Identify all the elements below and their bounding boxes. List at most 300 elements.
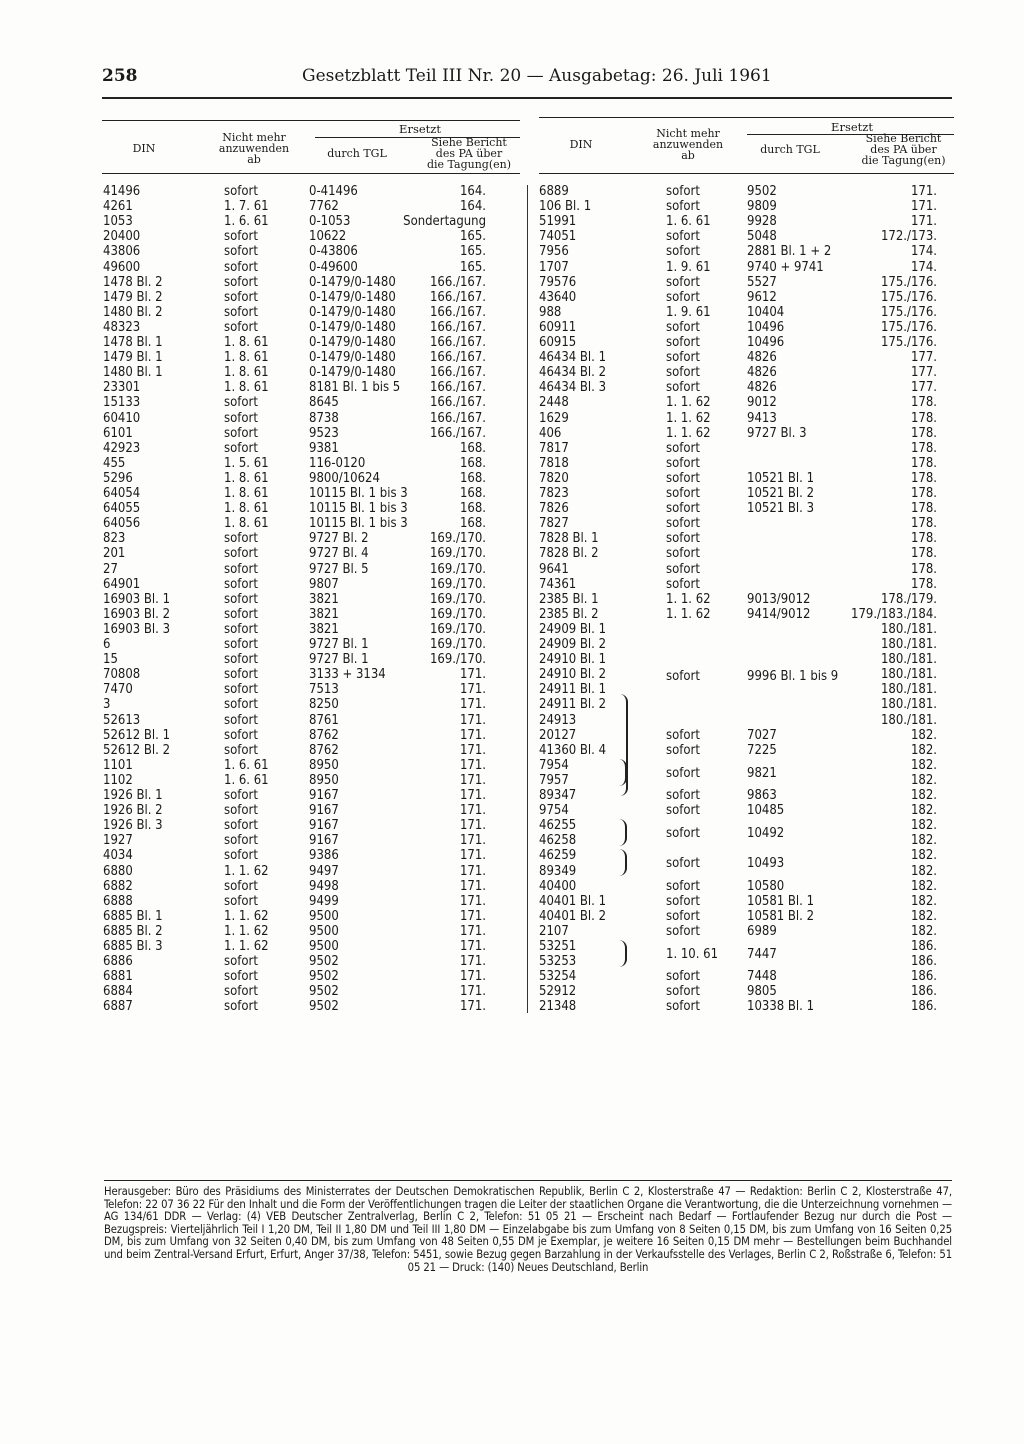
table-row (100, 607, 520, 622)
table-row (537, 909, 954, 924)
bericht-cell: 178. (910, 576, 937, 592)
bericht-cell: 171. (459, 697, 486, 713)
bericht-cell: 178. (910, 531, 937, 547)
din-cell: 7828 Bl. 2 (539, 546, 599, 562)
tgl-cell: 0-1479/0-1480 (309, 350, 396, 366)
tgl-cell: 9500 (309, 923, 339, 939)
din-cell: 24909 Bl. 1 (539, 621, 607, 637)
tgl-cell: 8950 (309, 772, 339, 788)
ab-cell: sofort (666, 546, 700, 562)
din-cell: 1479 Bl. 2 (103, 289, 163, 305)
table-row (100, 999, 520, 1014)
col-header-nicht-mehr-1: Nicht mehr (222, 131, 286, 144)
din-cell: 24911 Bl. 1 (539, 682, 607, 698)
tgl-cell: 9727 Bl. 3 (747, 425, 807, 441)
ab-cell: 1. 8. 61 (224, 470, 269, 486)
table-row (100, 214, 520, 229)
ab-cell: sofort (224, 395, 258, 411)
tgl-cell: 9500 (309, 908, 339, 924)
table-row (537, 592, 954, 607)
ab-cell: sofort (224, 274, 258, 290)
ab-cell: sofort (224, 848, 258, 864)
din-cell: 52912 (539, 984, 577, 1000)
din-cell: 1926 Bl. 1 (103, 788, 163, 803)
table-row (100, 833, 520, 848)
bericht-cell: 169./170. (429, 531, 486, 547)
table-row (100, 803, 520, 818)
tgl-cell: 7762 (309, 199, 339, 215)
tgl-cell: 0-1479/0-1480 (309, 319, 396, 335)
tgl-cell: 2881 Bl. 1 + 2 (747, 244, 832, 260)
din-cell: 24910 Bl. 2 (539, 667, 607, 683)
tgl-cell: 8950 (309, 757, 339, 773)
ab-cell: sofort (224, 259, 258, 275)
braced-ab: sofort (666, 826, 700, 841)
table-row (537, 924, 954, 939)
table-row (537, 350, 954, 365)
bericht-cell: 169./170. (429, 606, 486, 622)
bericht-cell: 166./167. (429, 425, 486, 441)
table-row (537, 184, 954, 199)
din-cell: 40401 Bl. 1 (539, 893, 607, 909)
din-cell: 24909 Bl. 2 (539, 637, 607, 652)
tgl-cell: 9807 (309, 576, 339, 592)
tgl-cell: 9800/10624 (309, 470, 380, 486)
din-cell: 1102 (103, 772, 133, 788)
tgl-cell: 9727 Bl. 1 (309, 652, 369, 668)
tgl-cell: 8762 (309, 727, 339, 743)
bericht-cell: 171. (459, 757, 486, 773)
bericht-cell: 182. (910, 727, 937, 743)
bericht-cell: 182. (910, 742, 937, 758)
din-cell: 89349 (539, 863, 577, 879)
din-cell: 988 (539, 304, 562, 320)
tgl-cell: 4826 (747, 350, 777, 366)
ab-cell: sofort (666, 350, 700, 366)
din-cell: 1707 (539, 259, 569, 275)
din-cell: 7470 (103, 682, 133, 698)
din-cell: 6889 (539, 184, 569, 199)
ab-cell: 1. 6. 61 (224, 772, 269, 788)
tgl-cell: 116-0120 (309, 455, 366, 471)
din-cell: 15133 (103, 395, 141, 411)
bericht-cell: 180./181. (880, 682, 937, 698)
din-cell: 64901 (103, 576, 141, 592)
ab-cell: sofort (224, 184, 258, 199)
tgl-cell: 8738 (309, 410, 339, 426)
header-rule (102, 97, 952, 99)
tgl-cell: 7225 (747, 742, 777, 758)
din-cell: 455 (103, 455, 126, 471)
col-header-nicht-mehr-3: ab (681, 149, 695, 162)
bericht-cell: 178. (910, 440, 937, 456)
bericht-cell: 171. (910, 199, 937, 215)
din-cell: 46434 Bl. 3 (539, 380, 607, 396)
ab-cell: 1. 6. 61 (666, 214, 711, 230)
din-cell: 6 (103, 637, 111, 652)
ab-cell: sofort (224, 742, 258, 758)
table-row (537, 864, 954, 879)
table-row (537, 471, 954, 486)
table-row (537, 667, 954, 682)
table-row (100, 199, 520, 214)
din-cell: 7826 (539, 501, 569, 517)
tgl-cell: 9500 (309, 939, 339, 954)
bericht-cell: 171. (459, 667, 486, 683)
din-cell: 6881 (103, 969, 133, 985)
table-row (537, 380, 954, 395)
ab-cell: sofort (666, 455, 700, 471)
table-row (100, 335, 520, 350)
ab-cell: sofort (666, 893, 700, 909)
tgl-cell: 6989 (747, 923, 777, 939)
ab-cell: sofort (224, 833, 258, 849)
table-row (537, 894, 954, 909)
col-header-nicht-mehr-3: ab (247, 153, 261, 166)
din-cell: 7818 (539, 455, 569, 471)
table-row (537, 456, 954, 471)
tgl-cell: 10404 (747, 304, 785, 320)
braced-ab: 1. 10. 61 (666, 947, 719, 962)
din-cell: 7817 (539, 440, 569, 456)
ab-cell: 1. 7. 61 (224, 199, 269, 215)
bericht-cell: 182. (910, 803, 937, 819)
table-row (537, 562, 954, 577)
ab-cell: sofort (666, 803, 700, 819)
tgl-cell: 10115 Bl. 1 bis 3 (309, 516, 408, 532)
tgl-cell: 0-49600 (309, 259, 358, 275)
col-header-siehe-3: die Tagung(en) (861, 154, 946, 167)
din-cell: 53253 (539, 954, 577, 970)
tgl-cell: 10115 Bl. 1 bis 3 (309, 501, 408, 517)
bericht-cell: 171. (459, 969, 486, 985)
ab-cell: 1. 1. 62 (666, 425, 711, 441)
page-header (102, 66, 952, 96)
tgl-cell: 9928 (747, 214, 777, 230)
tgl-cell: 10115 Bl. 1 bis 3 (309, 486, 408, 501)
ab-cell: sofort (224, 410, 258, 426)
ab-cell: sofort (666, 380, 700, 396)
tgl-cell: 9502 (309, 984, 339, 1000)
table-row (100, 954, 520, 969)
bericht-cell: 178./179. (880, 591, 937, 607)
table-row (100, 637, 520, 652)
ab-cell: sofort (224, 244, 258, 260)
table-row (537, 833, 954, 848)
ab-cell: sofort (666, 878, 700, 894)
tgl-cell: 7448 (747, 969, 777, 985)
table-row (100, 380, 520, 395)
tgl-cell: 9167 (309, 788, 339, 803)
tgl-cell: 9498 (309, 878, 339, 894)
din-cell: 1926 Bl. 3 (103, 818, 163, 834)
tgl-cell: 9502 (309, 954, 339, 970)
table-row (100, 743, 520, 758)
ab-cell: sofort (224, 727, 258, 743)
bericht-cell: 180./181. (880, 697, 937, 713)
table-row (100, 773, 520, 788)
ab-cell: sofort (666, 531, 700, 547)
bericht-cell: 178. (910, 561, 937, 577)
table-row (100, 622, 520, 637)
din-cell: 106 Bl. 1 (539, 199, 592, 215)
table-row (100, 969, 520, 984)
din-cell: 3 (103, 697, 111, 713)
bericht-cell: 180./181. (880, 667, 937, 683)
table-row (537, 803, 954, 818)
bericht-cell: 169./170. (429, 652, 486, 668)
din-cell: 6880 (103, 863, 133, 879)
bericht-cell: 178. (910, 455, 937, 471)
tgl-cell: 7027 (747, 727, 777, 743)
table-row (537, 426, 954, 441)
bericht-cell: 171. (459, 999, 486, 1015)
table-row (537, 622, 954, 637)
din-cell: 1480 Bl. 2 (103, 304, 163, 320)
ab-cell: sofort (666, 501, 700, 517)
din-cell: 48323 (103, 319, 141, 335)
din-cell: 1101 (103, 757, 133, 773)
din-cell: 6887 (103, 999, 133, 1015)
bericht-cell: 182. (910, 757, 937, 773)
col-header-siehe-1: Siehe Bericht (865, 132, 942, 145)
bericht-cell: 180./181. (880, 652, 937, 668)
braced-ab: sofort (666, 669, 700, 684)
ab-cell: sofort (224, 440, 258, 456)
din-cell: 7954 (539, 757, 569, 773)
table-row (100, 305, 520, 320)
braced-tgl: 7447 (747, 947, 777, 962)
ab-cell: 1. 9. 61 (666, 304, 711, 320)
tgl-cell: 9167 (309, 803, 339, 819)
page-number: 258 (102, 66, 138, 86)
tgl-cell: 9167 (309, 833, 339, 849)
ab-cell: sofort (224, 652, 258, 668)
ab-cell: 1. 6. 61 (224, 757, 269, 773)
table-header-rule (539, 173, 954, 174)
tgl-cell: 9727 Bl. 5 (309, 561, 369, 577)
bericht-cell: 179./183./184. (851, 606, 937, 622)
ab-cell: sofort (666, 365, 700, 381)
bericht-cell: 169./170. (429, 621, 486, 637)
table-row (100, 697, 520, 712)
bericht-cell: 169./170. (429, 637, 486, 652)
bericht-cell: 171. (459, 923, 486, 939)
ab-cell: sofort (224, 637, 258, 652)
tgl-cell: 4826 (747, 380, 777, 396)
table-row (100, 788, 520, 803)
ab-cell: sofort (224, 591, 258, 607)
bericht-cell: 175./176. (880, 319, 937, 335)
din-cell: 52612 Bl. 2 (103, 742, 171, 758)
ab-cell: sofort (666, 516, 700, 532)
ab-cell: sofort (224, 984, 258, 1000)
tgl-cell: 9381 (309, 440, 339, 456)
bericht-cell: 164. (459, 199, 486, 215)
ab-cell: sofort (224, 878, 258, 894)
din-cell: 20127 (539, 727, 577, 743)
bericht-cell: 177. (910, 350, 937, 366)
ab-cell: sofort (666, 486, 700, 501)
din-cell: 41360 Bl. 4 (539, 742, 607, 758)
din-cell: 21348 (539, 999, 577, 1015)
ab-cell: sofort (666, 923, 700, 939)
table-row (100, 244, 520, 259)
table-row (100, 516, 520, 531)
table-row (537, 682, 954, 697)
din-cell: 23301 (103, 380, 141, 396)
bericht-cell: 182. (910, 923, 937, 939)
bericht-cell: 186. (910, 984, 937, 1000)
ab-cell: sofort (224, 606, 258, 622)
ab-cell: 1. 8. 61 (224, 516, 269, 532)
ab-cell: sofort (224, 576, 258, 592)
tgl-cell: 10521 Bl. 1 (747, 470, 815, 486)
table-row (537, 199, 954, 214)
ab-cell: sofort (666, 984, 700, 1000)
col-header-siehe-3: die Tagung(en) (426, 158, 512, 171)
bericht-cell: 171. (910, 184, 937, 199)
table-row (537, 395, 954, 410)
bericht-cell: 168. (459, 486, 486, 501)
tgl-cell: 0-1053 (309, 214, 351, 230)
din-cell: 41496 (103, 184, 141, 199)
bericht-cell: 164. (459, 184, 486, 199)
bericht-cell: 171. (459, 908, 486, 924)
bericht-cell: 178. (910, 501, 937, 517)
tgl-cell: 9805 (747, 984, 777, 1000)
braced-ab: sofort (666, 766, 700, 781)
din-cell: 53251 (539, 939, 577, 954)
tgl-cell: 8761 (309, 712, 339, 728)
table-row (100, 577, 520, 592)
bericht-cell: 177. (910, 365, 937, 381)
ab-cell: sofort (224, 697, 258, 713)
table-row (537, 939, 954, 954)
table-row (100, 592, 520, 607)
bericht-cell: 175./176. (880, 274, 937, 290)
ab-cell: 1. 1. 62 (666, 591, 711, 607)
din-cell: 4261 (103, 199, 133, 215)
bericht-cell: 186. (910, 969, 937, 985)
tgl-cell: 0-41496 (309, 184, 358, 199)
din-cell: 70808 (103, 667, 141, 683)
bericht-cell: 171. (459, 712, 486, 728)
table-row (537, 743, 954, 758)
ab-cell: sofort (224, 803, 258, 819)
table-row (537, 441, 954, 456)
din-cell: 7827 (539, 516, 569, 532)
din-cell: 6888 (103, 893, 133, 909)
bericht-cell: 186. (910, 954, 937, 970)
ab-cell: sofort (224, 969, 258, 985)
table-row (537, 788, 954, 803)
col-header-durch-tgl: durch TGL (760, 143, 820, 156)
ab-cell: sofort (666, 999, 700, 1015)
din-cell: 2107 (539, 923, 569, 939)
bericht-cell: 166./167. (429, 350, 486, 366)
table-row (100, 350, 520, 365)
bericht-cell: 180./181. (880, 621, 937, 637)
table-row (100, 290, 520, 305)
ab-cell: sofort (666, 788, 700, 803)
din-cell: 9641 (539, 561, 569, 577)
tgl-cell: 5048 (747, 229, 777, 245)
ab-cell: 1. 9. 61 (666, 259, 711, 275)
din-cell: 60915 (539, 335, 577, 350)
bericht-cell: 166./167. (429, 319, 486, 335)
bericht-cell: 178. (910, 470, 937, 486)
bericht-cell: 171. (459, 848, 486, 864)
table-row (537, 984, 954, 999)
din-cell: 406 (539, 425, 562, 441)
tgl-cell: 9502 (309, 969, 339, 985)
ab-cell: sofort (224, 954, 258, 970)
ab-cell: sofort (666, 335, 700, 350)
tgl-cell: 9502 (309, 999, 339, 1015)
din-cell: 1478 Bl. 1 (103, 335, 163, 350)
col-header-din: DIN (132, 142, 156, 155)
table-row (537, 501, 954, 516)
table-row (100, 864, 520, 879)
ab-cell: sofort (666, 289, 700, 305)
bericht-cell: 171. (459, 742, 486, 758)
footer-rule (104, 1180, 952, 1181)
din-cell: 27 (103, 561, 118, 577)
table-row (100, 848, 520, 863)
col-header-siehe-2: des PA über (870, 143, 937, 156)
page-title: Gesetzblatt Teil III Nr. 20 — Ausgabetag: 26. Juli 1961 (302, 66, 772, 86)
tgl-cell: 0-1479/0-1480 (309, 304, 396, 320)
bericht-cell: 166./167. (429, 380, 486, 396)
ab-cell: 1. 1. 62 (224, 908, 269, 924)
ab-cell: sofort (224, 893, 258, 909)
table-row (537, 652, 954, 667)
din-cell: 64055 (103, 501, 141, 517)
din-cell: 7957 (539, 772, 569, 788)
braced-tgl: 9821 (747, 766, 777, 781)
tgl-cell: 8645 (309, 395, 339, 411)
tgl-cell: 9740 + 9741 (747, 259, 824, 275)
ab-cell: 1. 8. 61 (224, 501, 269, 517)
table-row (537, 773, 954, 788)
ab-cell: 1. 1. 62 (224, 939, 269, 954)
table-row (100, 365, 520, 380)
table-row (100, 818, 520, 833)
table-row (537, 365, 954, 380)
ab-cell: sofort (666, 561, 700, 577)
ab-cell: sofort (224, 546, 258, 562)
din-cell: 2448 (539, 395, 569, 411)
bericht-cell: 171. (459, 833, 486, 849)
table-row (100, 682, 520, 697)
tgl-cell: 9863 (747, 788, 777, 803)
table-row (537, 305, 954, 320)
ab-cell: sofort (666, 440, 700, 456)
table-row (100, 879, 520, 894)
ab-cell: sofort (224, 531, 258, 547)
tgl-cell: 10581 Bl. 1 (747, 893, 815, 909)
table-row (537, 214, 954, 229)
table-row (537, 637, 954, 652)
tgl-cell: 9523 (309, 425, 339, 441)
bericht-cell: 166./167. (429, 335, 486, 350)
tgl-cell: 3821 (309, 606, 339, 622)
ab-cell: sofort (224, 999, 258, 1015)
din-cell: 6885 Bl. 2 (103, 923, 163, 939)
table-row (537, 411, 954, 426)
col-header-nicht-mehr-1: Nicht mehr (656, 127, 720, 140)
